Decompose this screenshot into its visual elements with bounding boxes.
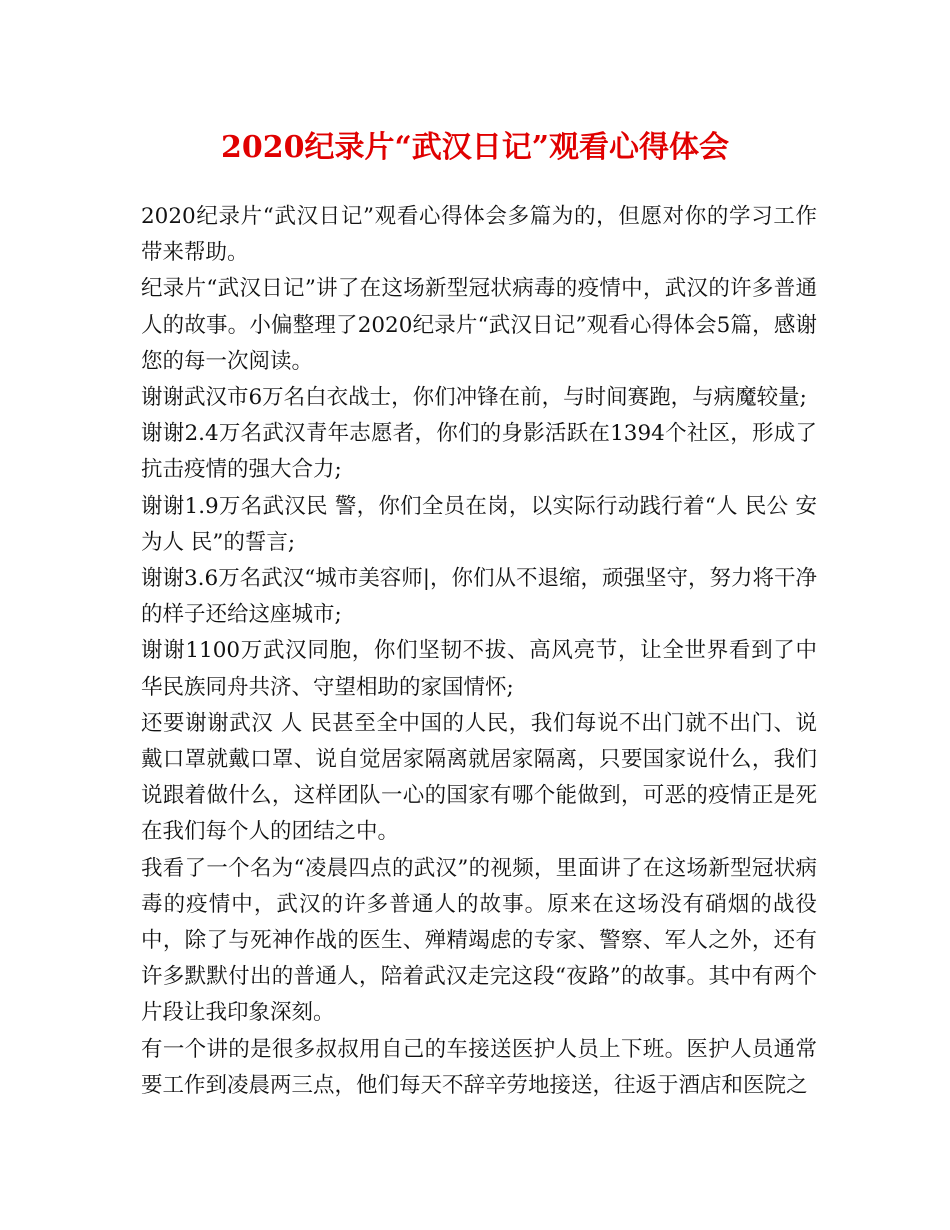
paragraph: 还要谢谢武汉 人 民甚至全中国的人民，我们每说不出门就不出门、说戴口罩就戴口罩、说自觉居家隔离就居家隔离，只要国家说什么，我们说跟着做什么，这样团队一心的国家有哪个能做到，可恶的疫情正是死在我们每个人的团结之中。 [141, 710, 817, 845]
paragraph: 有一个讲的是很多叔叔用自己的车接送医护人员上下班。医护人员通常要工作到凌晨两三点，他们每天不辞辛劳地接送，往返于酒店和医院之 [141, 1036, 817, 1098]
document-title: 2020纪录片“武汉日记”观看心得体会 [220, 130, 729, 165]
paragraph: 我看了一个名为“凌晨四点的武汉”的视频，里面讲了在这场新型冠状病毒的疫情中，武汉的许多普通人的故事。原来在这场没有硝烟的战役中，除了与死神作战的医生、殚精竭虑的专家、警察、军人之外，还有许多默默付出的普通人，陪着武汉走完这段“夜路”的故事。其中有两个片段让我印象深刻。 [141, 855, 817, 1026]
paragraph: 谢谢武汉市6万名白衣战士，你们冲锋在前，与时间赛跑，与病魔较量; [141, 385, 807, 411]
paragraph: 2020纪录片“武汉日记”观看心得体会多篇为的，但愿对你的学习工作带来帮助。 [141, 204, 817, 266]
paragraph: 谢谢1.9万名武汉民 警，你们全员在岗，以实际行动践行着“人 民公 安为人 民”的誓言; [141, 493, 817, 555]
paragraph: 纪录片“武汉日记”讲了在这场新型冠状病毒的疫情中，武汉的许多普通人的故事。小偏整理了2020纪录片“武汉日记”观看心得体会5篇，感谢您的每一次阅读。 [141, 276, 817, 374]
paragraph: 谢谢2.4万名武汉青年志愿者，你们的身影活跃在1394个社区，形成了抗击疫情的强大合力; [141, 421, 817, 483]
paragraph: 谢谢1100万武汉同胞，你们坚韧不拔、高风亮节，让全世界看到了中华民族同舟共济、守望相助的家国情怀; [141, 638, 817, 700]
paragraph: 谢谢3.6万名武汉“城市美容师|，你们从不退缩，顽强坚守，努力将干净的样子还给这座城市; [141, 566, 817, 628]
document-body [141, 199, 817, 1104]
